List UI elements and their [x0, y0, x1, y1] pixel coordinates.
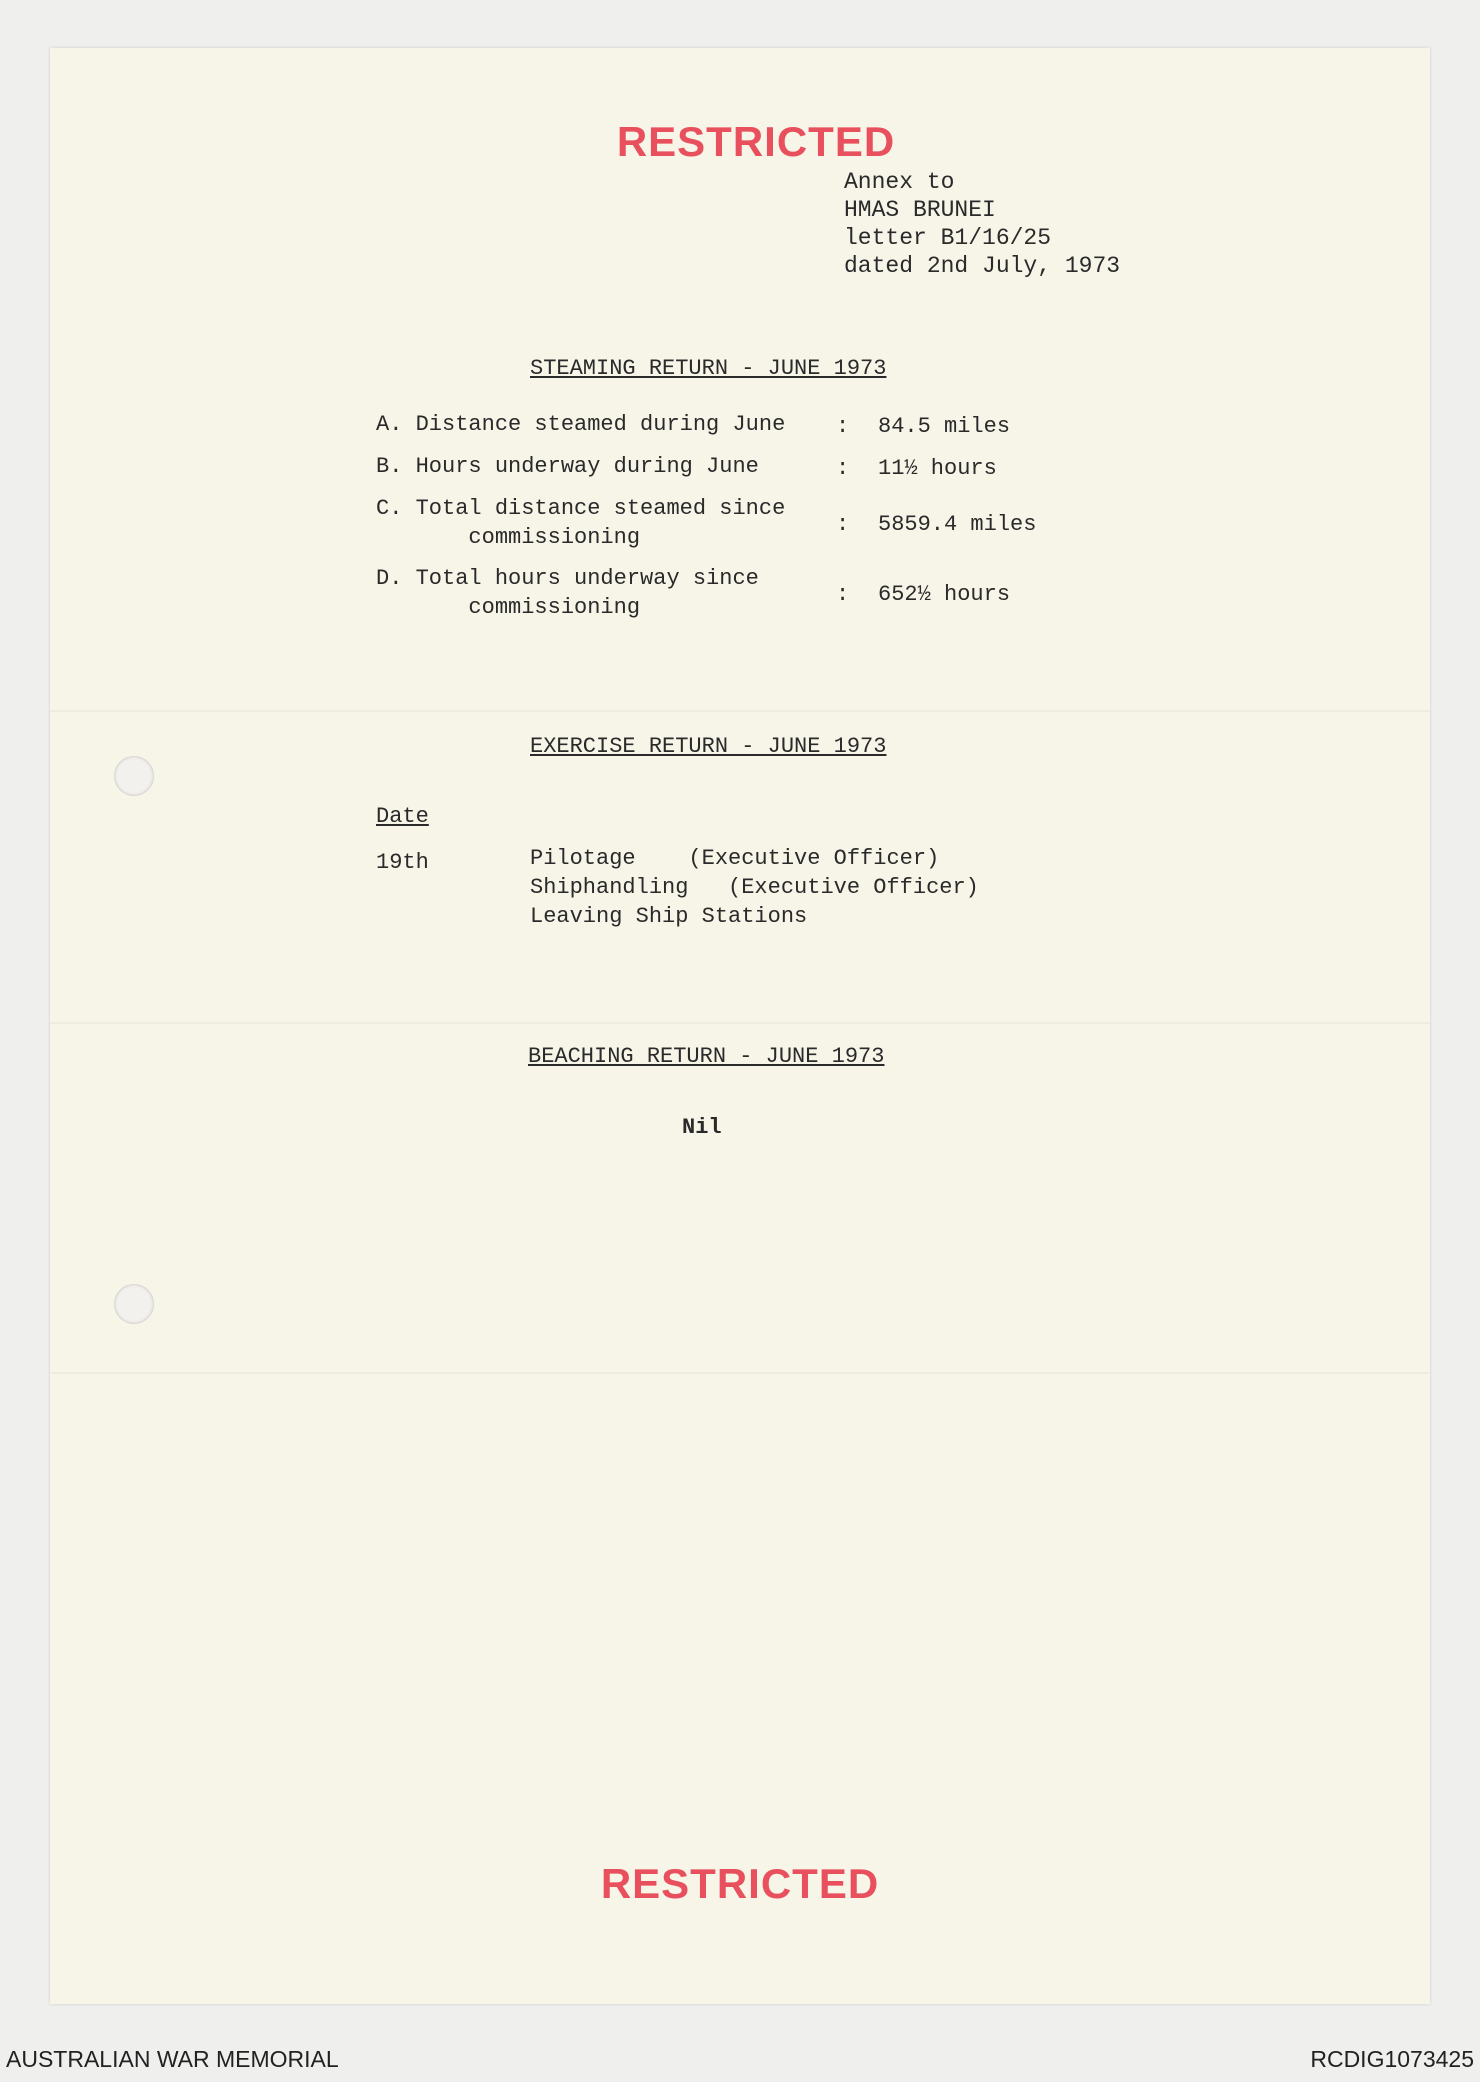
- steaming-row-value: 11½ hours: [878, 456, 997, 481]
- exercise-item: Leaving Ship Stations: [530, 904, 808, 929]
- annex-line: HMAS BRUNEI: [844, 197, 996, 223]
- date-column-header: Date: [376, 804, 429, 829]
- steaming-row-label: D. Total hours underway since commissioning: [376, 566, 759, 620]
- punch-hole: [114, 756, 154, 796]
- exercise-return-heading: EXERCISE RETURN - JUNE 1973: [530, 734, 887, 759]
- steaming-row-label: B. Hours underway during June: [376, 454, 759, 479]
- beaching-return-heading: BEACHING RETURN - JUNE 1973: [528, 1044, 885, 1069]
- steaming-row-value: 84.5 miles: [878, 414, 1011, 439]
- steaming-row-value: 652½ hours: [878, 582, 1011, 607]
- steaming-row-separator: :: [836, 414, 850, 439]
- annex-reference: [844, 168, 1120, 280]
- steaming-row-value: 5859.4 miles: [878, 512, 1037, 537]
- steaming-row-label: C. Total distance steamed since commissioning: [376, 496, 786, 550]
- steaming-row-separator: :: [836, 456, 850, 481]
- beaching-return-value: Nil: [682, 1115, 722, 1140]
- steaming-row-label: A. Distance steamed during June: [376, 412, 786, 437]
- footer-source: AUSTRALIAN WAR MEMORIAL: [6, 2046, 339, 2072]
- annex-line: dated 2nd July, 1973: [844, 253, 1121, 279]
- annex-line: Annex to: [844, 169, 955, 195]
- restricted-stamp-top: RESTRICTED: [616, 118, 896, 165]
- annex-line: letter B1/16/25: [844, 225, 1052, 251]
- exercise-item: Pilotage (Executive Officer): [530, 846, 940, 871]
- restricted-stamp-bottom: RESTRICTED: [600, 1860, 880, 1907]
- fold-line: [50, 710, 1430, 712]
- fold-line: [50, 1372, 1430, 1374]
- document-page: [50, 48, 1430, 2004]
- exercise-date: 19th: [376, 850, 429, 875]
- footer-record-id: RCDIG1073425: [1310, 2046, 1474, 2072]
- steaming-return-heading: STEAMING RETURN - JUNE 1973: [530, 356, 887, 381]
- punch-hole: [114, 1284, 154, 1324]
- steaming-row-separator: :: [836, 512, 850, 537]
- exercise-item: Shiphandling (Executive Officer): [530, 875, 979, 900]
- steaming-row-separator: :: [836, 582, 850, 607]
- fold-line: [50, 1022, 1430, 1024]
